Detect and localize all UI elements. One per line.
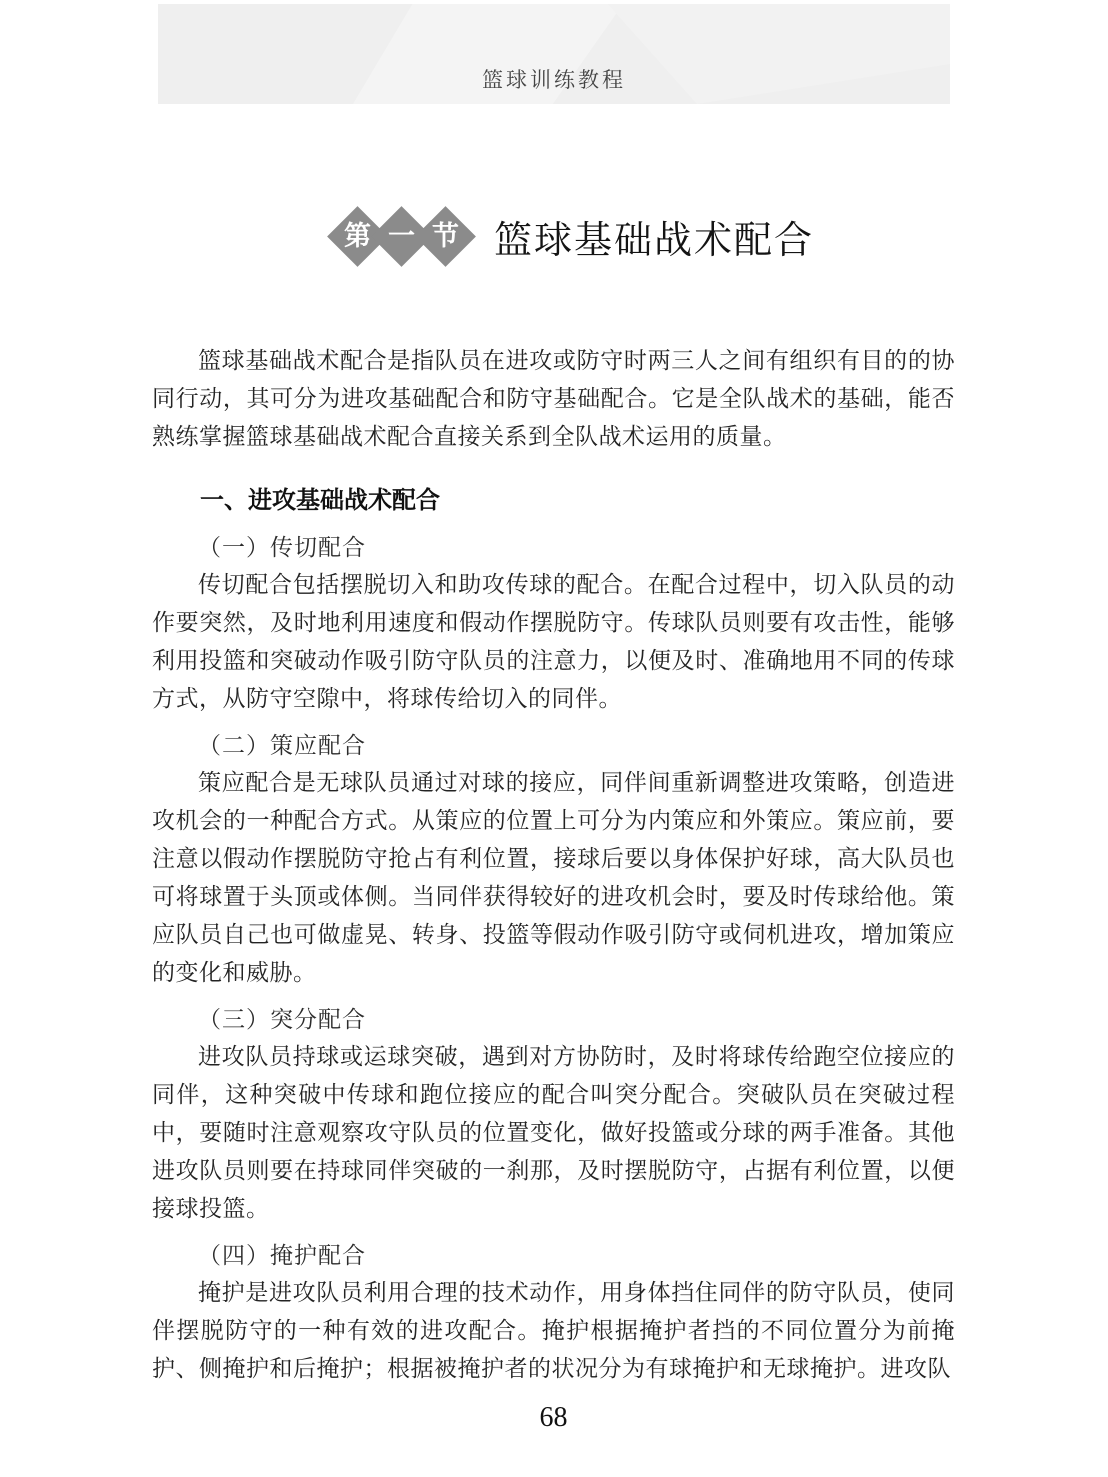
section-title-row	[332, 184, 1108, 290]
paragraph-drive-and-dish: 进攻队员持球或运球突破，遇到对方协防时，及时将球传给跑空位接应的同伴，这种突破中传球和跑位接应的配合叫突分配合。突破队员在突破过程中，要随时注意观察攻守队员的位置变化，做好投篮或分球的两手准备。其他进攻队员则要在持球同伴突破的一刹那，及时摆脱防守，占据有利位置，以便接球投篮。	[152, 1043, 955, 1221]
paragraph-pass-and-cut: 传切配合包括摆脱切入和助攻传球的配合。在配合过程中，切入队员的动作要突然，及时地利用速度和假动作摆脱防守。传球队员则要有攻击性，能够利用投篮和突破动作吸引防守队员的注意力，以便及时、准确地用不同的传球方式，从防守空隙中，将球传给切入的同伴。	[152, 571, 955, 711]
badge-char: 一	[388, 220, 415, 251]
heading-offense-basics: 一、进攻基础战术配合	[200, 487, 440, 514]
subheading-post-play: （二）策应配合	[198, 731, 366, 758]
subheading-pass-and-cut: （一）传切配合	[198, 533, 366, 560]
badge-char: 节	[432, 220, 459, 251]
running-head-band	[158, 4, 950, 104]
page-content	[0, 342, 1108, 1434]
paragraph-post-play: 策应配合是无球队员通过对球的接应，同伴间重新调整进攻策略，创造进攻机会的一种配合方式。从策应的位置上可分为内策应和外策应。策应前，要注意以假动作摆脱防守抢占有利位置，接球后要以身体保护好球，高大队员也可将球置于头顶或体侧。当同伴获得较好的进攻机会时，要及时传球给他。策应队员自己也可做虚晃、转身、投篮等假动作吸引防守或伺机进攻，增加策应的变化和威胁。	[152, 769, 955, 985]
section-title: 篮球基础战术配合	[494, 220, 815, 263]
subheading-screen: （四）掩护配合	[198, 1241, 366, 1268]
badge-char: 第	[344, 220, 371, 251]
page-number: 68	[539, 1401, 568, 1433]
book-title: 篮球训练教程	[482, 68, 626, 92]
intro-paragraph: 篮球基础战术配合是指队员在进攻或防守时两三人之间有组织有目的的协同行动，其可分为进攻基础配合和防守基础配合。它是全队战术的基础，能否熟练掌握篮球基础战术配合直接关系到全队战术运用的质量。	[152, 347, 955, 449]
subheading-drive-and-dish: （三）突分配合	[198, 1005, 366, 1032]
section-badge	[332, 205, 478, 269]
book-page	[0, 4, 1108, 1477]
diamond-icon	[415, 206, 476, 267]
paragraph-screen: 掩护是进攻队员利用合理的技术动作，用身体挡住同伴的防守队员，使同伴摆脱防守的一种有效的进攻配合。掩护根据掩护者挡的不同位置分为前掩护、侧掩护和后掩护；根据被掩护者的状况分为有球掩护和无球掩护。进攻队	[152, 1279, 955, 1381]
band-decor-shape	[578, 4, 950, 104]
